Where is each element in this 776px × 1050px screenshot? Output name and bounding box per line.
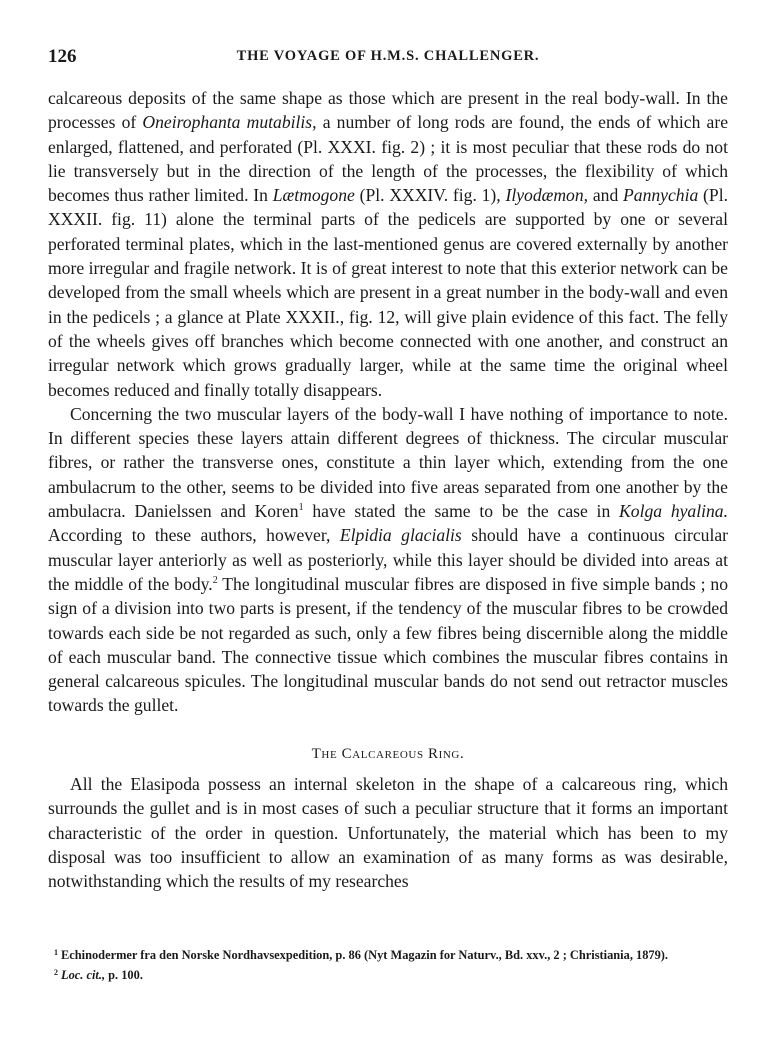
footnote-marker: 1 [54, 948, 58, 957]
footnote-1: $^1$ Echinodermer fra den Norske Nordhavsexpedition, p. 86 (Nyt Magazin for Naturv., Bd. xxv., 2 ; Christiania, 1879). [54, 948, 669, 962]
footnotes [48, 944, 728, 984]
paragraph-2: Concerning the two muscular layers of the body-wall I have nothing of importance to note. In different species these layers attain different degrees of thickness. The circular muscular fibres, or rather the transverse ones, constitute a thin layer which, extending from the one ambulacrum to the other, seems to be divided into five areas separated from one another by the ambulacra. Danielssen and Koren$^1$ have stated the same to be the case in Kolga hyalina. According to these authors, however, Elpidia glacialis should have a continuous circular muscular layer anteriorly as well as posteriorly, while this layer should be divided into areas at the middle of the body.$^2$ The longitudinal muscular fibres are disposed in five simple bands ; no sign of a division into two parts is present, if the tendency of the muscular fibres to be crowded towards each side be not regarded as such, only a few fibres being discernible along the middle of each muscular band. The connective tissue which combines the muscular fibres contains in general calcareous spicules. The longitudinal muscular bands do not send out retractor muscles towards the gullet. [48, 403, 729, 716]
page-header [48, 46, 728, 70]
running-title: THE VOYAGE OF H.M.S. CHALLENGER. [236, 48, 540, 64]
footnote-ref-1[interactable]: 1 [298, 502, 304, 514]
genus-name: Lætmogone [272, 185, 355, 206]
species-name: Kolga hyalina. [619, 501, 728, 522]
species-name: Oneirophanta mutabilis, [142, 112, 317, 133]
footnote-ref-2[interactable]: 2 [212, 574, 218, 586]
genus-name: Pannychia [623, 185, 699, 206]
section-heading: The Calcareous Ring. [311, 745, 465, 762]
genus-name: Ilyodæmon, [505, 185, 589, 206]
paragraph-3: All the Elasipoda possess an internal skeleton in the shape of a calcareous ring, which surrounds the gullet and is in most cases of such a peculiar structure that it forms an important characteristic of the order in question. Unfortunately, the material which has been to my disposal was too insufficient to allow an examination of as many forms as was desirable, notwithstanding which the results of my researches [48, 774, 728, 892]
footnote-2: $^2$ Loc. cit., p. 100. [54, 968, 143, 982]
body-text [48, 86, 728, 894]
species-name: Elpidia glacialis [339, 525, 462, 546]
paragraph-1: calcareous deposits of the same shape as those which are present in the real body-wall. In the processes of Oneirophanta mutabilis, a number of long rods are found, the ends of which are enlarged, flattened, and perforated (Pl. XXXI. fig. 2) ; it is most peculiar that these rods do not lie transversely but in the direction of the length of the processes, the flexibility of which becomes thus rather limited. In Lætmogone (Pl. XXXIV. fig. 1), Ilyodæmon, and Pannychia (Pl. XXXII. fig. 11) alone the terminal parts of the pedicels are supported by one or several perforated terminal plates, which in the last-mentioned genus are covered externally by another more irregular and fragile network. It is of great interest to note that this exterior network can be developed from the small wheels which are present in a great number in the body-wall and even in the pedicels ; a glance at Plate XXXII., fig. 12, will give plain evidence of this fact. The felly of the wheels gives off branches which become connected with one another, and construct an irregular network which grows gradually larger, while at the same time the original wheel becomes reduced and finally totally disappears. [48, 88, 729, 400]
page-number: 126 [48, 46, 77, 67]
footnote-marker: 2 [54, 968, 58, 977]
